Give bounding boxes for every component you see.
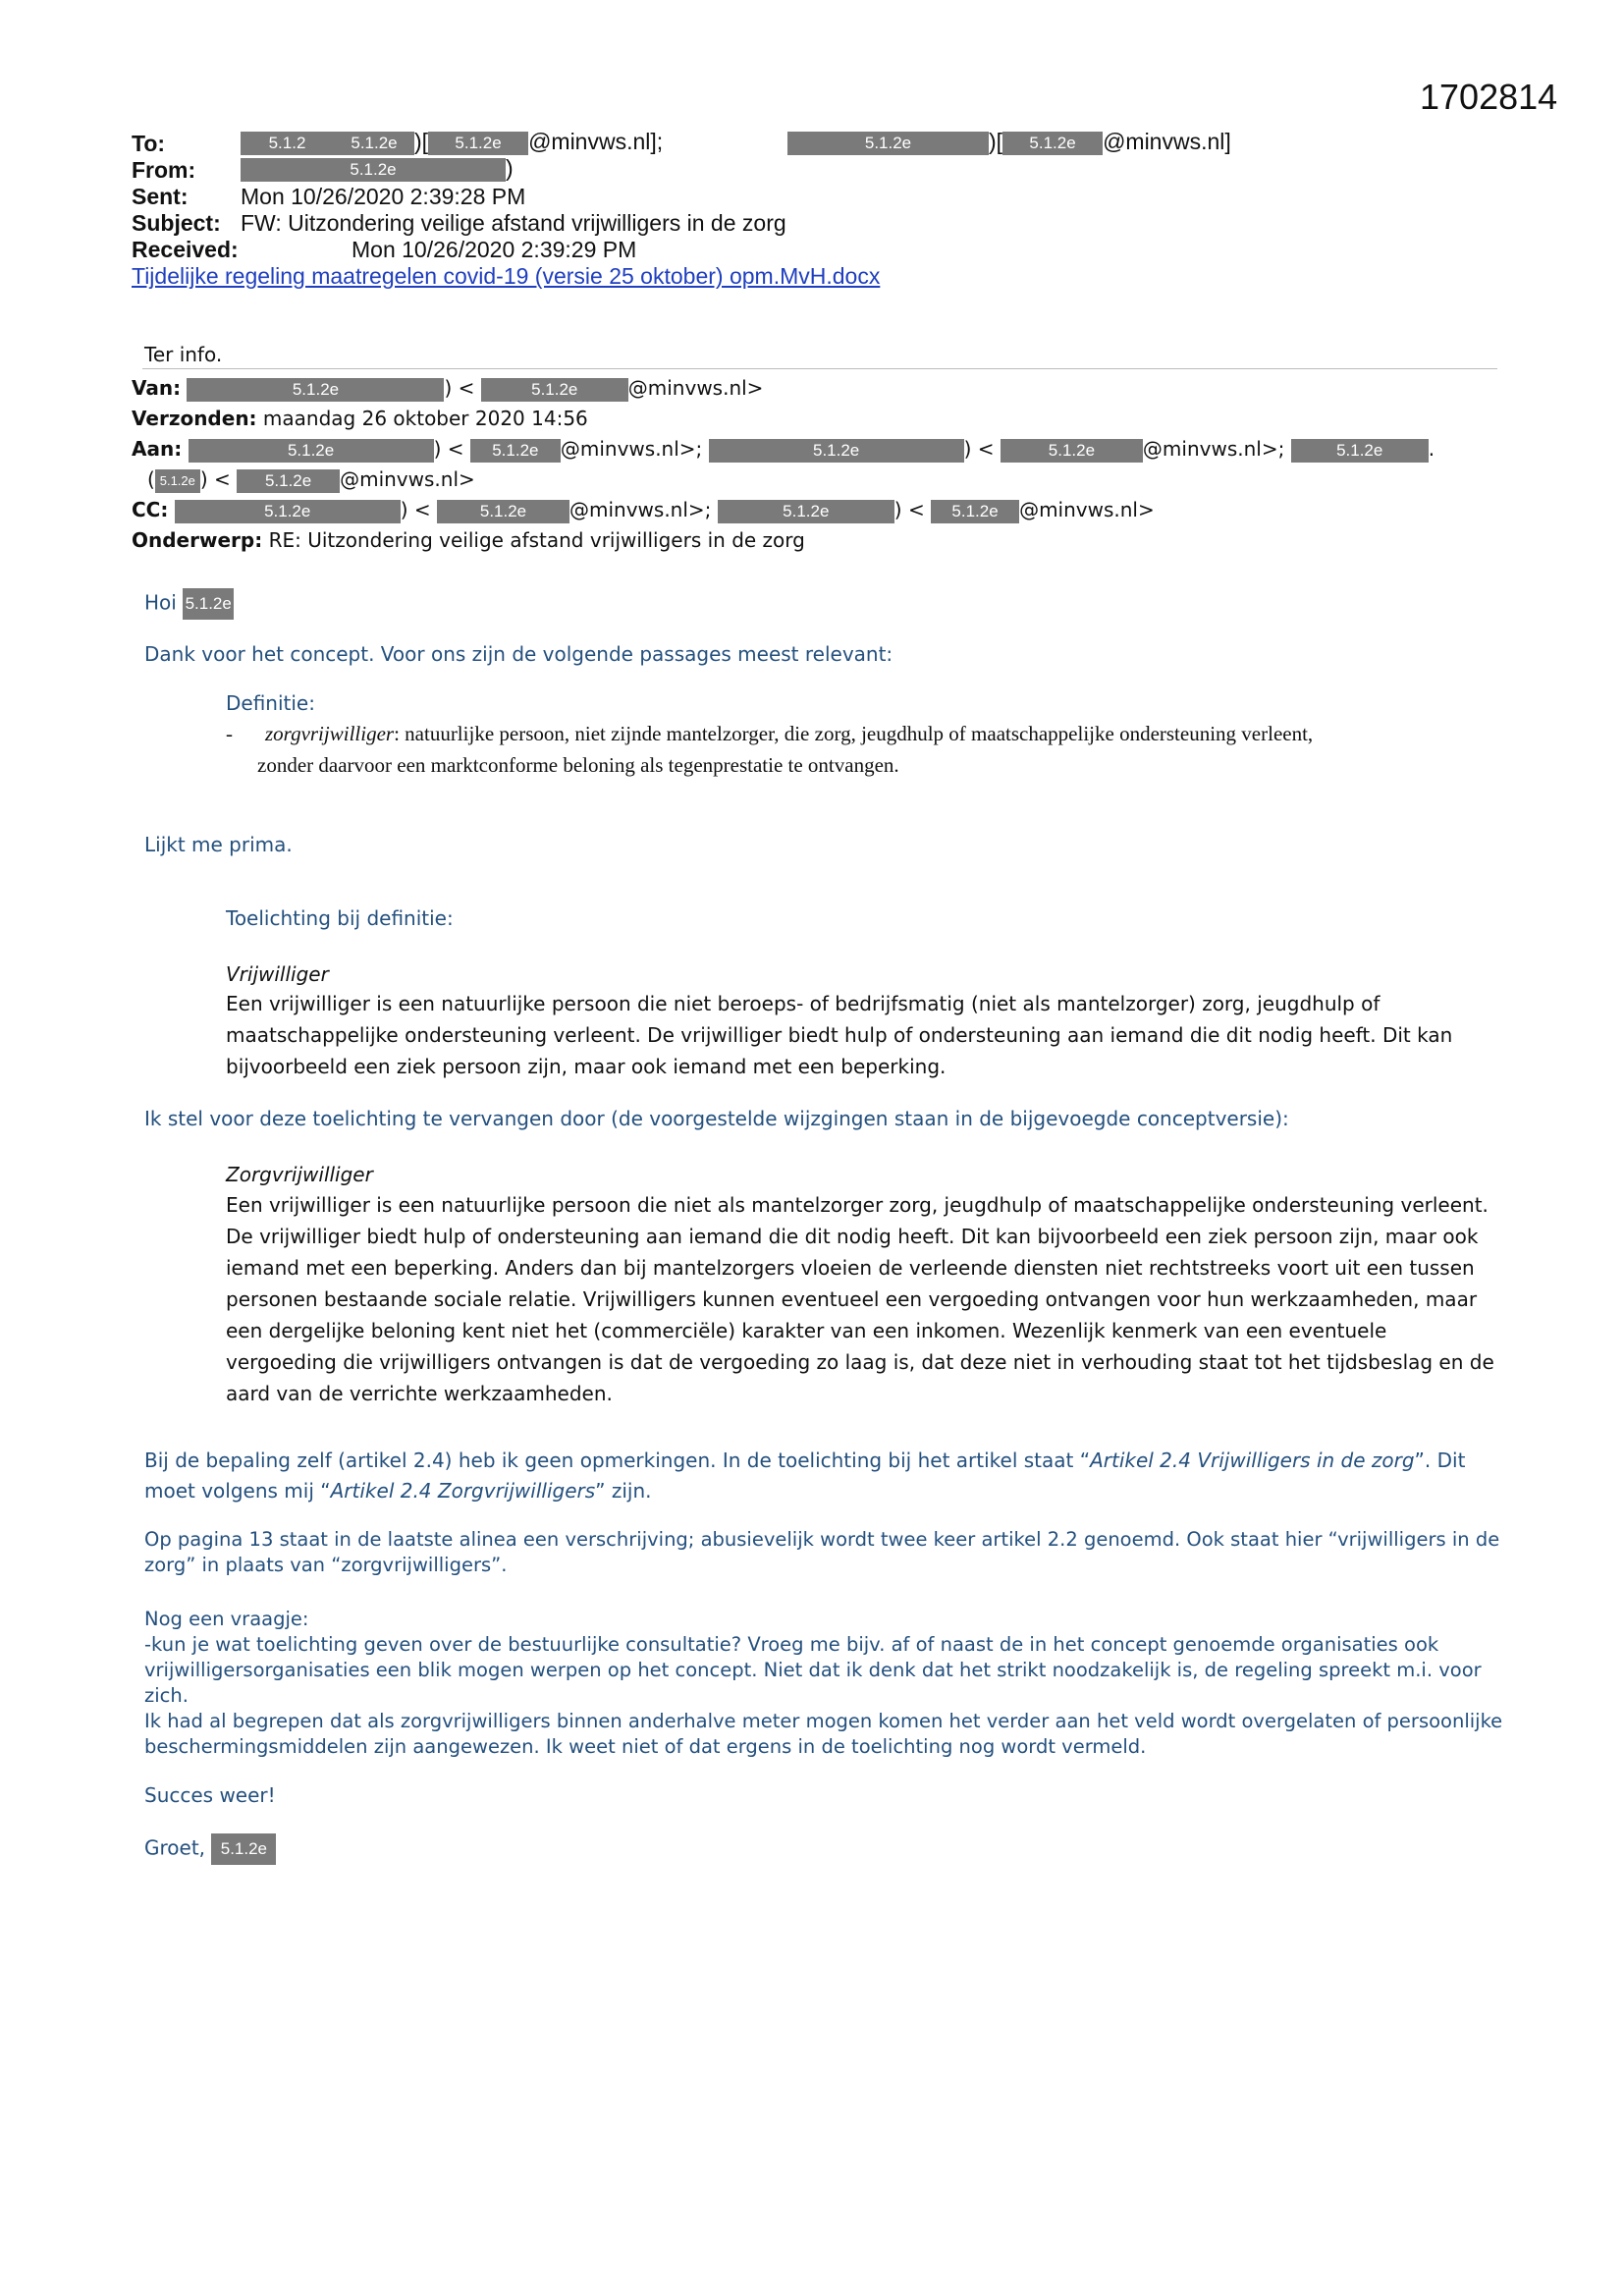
- verzonden-line: Verzonden: maandag 26 oktober 2020 14:56: [132, 407, 588, 430]
- redaction: 5.1.2e: [1002, 132, 1103, 155]
- redaction: 5.1.2e: [189, 439, 434, 463]
- definition-line-2: zonder daarvoor een marktconforme beloning als tegenprestatie te ontvangen.: [257, 753, 899, 777]
- definition-bullet: -: [226, 722, 233, 745]
- redaction: 5.1.2e: [155, 469, 200, 493]
- subject-label: Subject:: [132, 210, 221, 236]
- redaction: 5.1.2e: [1001, 439, 1143, 463]
- from-label: From:: [132, 157, 196, 183]
- aan-line: Aan: 5.1.2e ) < 5.1.2e @minvws.nl>; 5.1.2e ) < 5.1.2e @minvws.nl>; 5.1.2e .: [132, 437, 1435, 461]
- redaction: 5.1.2e: [1291, 439, 1429, 463]
- received-value: Mon 10/26/2020 2:39:29 PM: [352, 237, 637, 262]
- punct: ): [506, 155, 514, 181]
- definitie-label: Definitie:: [226, 691, 315, 715]
- toelichting-label: Toelichting bij definitie:: [226, 906, 454, 930]
- redaction: 5.1.2e: [334, 132, 414, 155]
- paragraph-2: Lijkt me prima.: [144, 833, 293, 856]
- redaction: 5.1.2e: [428, 132, 528, 155]
- greeting: Hoi 5.1.2e: [144, 588, 234, 620]
- punct: )[: [414, 129, 429, 154]
- definition-line-1: zorgvrijwilliger: natuurlijke persoon, niet zijnde mantelzorger, die zorg, jeugdhulp of maatschappelijke ondersteuning verleent,: [265, 722, 1314, 745]
- from-line: [241, 155, 514, 182]
- recipient-domain: @minvws.nl]: [1103, 129, 1231, 154]
- paragraph-3: Ik stel voor deze toelichting te vervangen door (de voorgestelde wijzgingen staan in de bijgevoegde conceptversie):: [144, 1107, 1289, 1130]
- sent-label: Sent:: [132, 184, 189, 209]
- zorgvrijwilliger-text: Een vrijwilliger is een natuurlijke persoon die niet als mantelzorger zorg, jeugdhulp of maatschappelijke ondersteuning verleent. De vrijwilliger biedt hulp of ondersteuning aan iemand die dit nodig heeft. Dit kan bijvoorbeeld een ziek persoon zijn, maar ook iemand met een beperking. Anders dan bij mantelzorgers vloeien de verleende diensten niet rechtstreeks voort uit een tussen personen bestaande sociale relatie. Vrijwilligers kunnen eventueel een vergoeding ontvangen voor hun werkzaamheden, maar een dergelijke beloning kent niet het (commerciële) karakter van een inkomen. Wezenlijk kenmerk van een eventuele vergoeding die vrijwilligers ontvangen is dat de vergoeding zo laag is, dat deze niet in verhouding staat tot het tijdsbeslag en de aard van de verrichte werkzaamheden.: [226, 1193, 1494, 1405]
- received-label: Received:: [132, 237, 239, 262]
- subject-value: FW: Uitzondering veilige afstand vrijwilligers in de zorg: [241, 210, 786, 236]
- redaction: 5.1.2e: [175, 500, 401, 523]
- paragraph-5: Op pagina 13 staat in de laatste alinea een verschrijving; abusievelijk wordt twee keer artikel 2.2 genoemd. Ook staat hier “vrijwilligers in de zorg” in plaats van “zorgvrijwilligers”.: [144, 1528, 1500, 1576]
- to-line-2: [787, 129, 1231, 155]
- to-label: To:: [132, 131, 166, 156]
- redaction: 5.1.2e: [709, 439, 964, 463]
- redaction: 5.1.2e: [931, 500, 1019, 523]
- sent-value: Mon 10/26/2020 2:39:28 PM: [241, 184, 526, 209]
- redaction: 5.1.2e: [211, 1833, 276, 1865]
- redaction: 5.1.2e: [787, 132, 989, 155]
- redaction: 5.1.2e: [470, 439, 561, 463]
- vrijwilliger-text: Een vrijwilliger is een natuurlijke persoon die niet beroeps- of bedrijfsmatig (niet als mantelzorger) zorg, jeugdhulp of maatschappelijke ondersteuning verleent. De vrijwilliger biedt hulp of ondersteuning aan iemand die dit nodig heeft. Dit kan bijvoorbeeld een ziek persoon zijn, maar ook iemand met een beperking.: [226, 992, 1453, 1078]
- redaction: 5.1.2e: [718, 500, 894, 523]
- cc-line: CC: 5.1.2e ) < 5.1.2e @minvws.nl>; 5.1.2e ) < 5.1.2e @minvws.nl>: [132, 498, 1155, 521]
- divider: [142, 368, 1497, 369]
- document-number: 1702814: [1420, 77, 1558, 117]
- attachment-link[interactable]: Tijdelijke regeling maatregelen covid-19 (versie 25 oktober) opm.MvH.docx: [132, 263, 881, 289]
- redaction: 5.1.2e: [241, 158, 506, 182]
- redaction: 5.1.2e: [481, 378, 628, 402]
- recipient-domain: @minvws.nl];: [528, 129, 664, 154]
- redaction: 5.1.2e: [183, 588, 234, 620]
- paragraph-1: Dank voor het concept. Voor ons zijn de volgende passages meest relevant:: [144, 642, 893, 666]
- redaction: 5.1.2: [241, 132, 334, 155]
- redaction: 5.1.2e: [187, 378, 444, 402]
- van-line: Van: 5.1.2e ) < 5.1.2e @minvws.nl>: [132, 376, 764, 400]
- redaction: 5.1.2e: [437, 500, 569, 523]
- paragraph-4: Bij de bepaling zelf (artikel 2.4) heb ik geen opmerkingen. In de toelichting bij het artikel staat “Artikel 2.4 Vrijwilligers in de zorg”. Dit moet volgens mij “Artikel 2.4 Zorgvrijwilligers” zijn.: [144, 1449, 1466, 1503]
- aan-line-2: ( 5.1.2e ) < 5.1.2e @minvws.nl>: [147, 467, 475, 491]
- paragraph-6: Nog een vraagje: -kun je wat toelichting geven over de bestuurlijke consultatie? Vroeg me bijv. af of naast de in het concept genoemde organisaties ook vrijwilligersorganisaties een blik mogen werpen op het concept. Niet dat ik denk dat het strikt noodzakelijk is, de regeling spreekt m.i. voor zich. Ik had al begrepen dat als zorgvrijwilligers binnen anderhalve meter mogen komen het verder aan het veld wordt overgelaten of persoonlijke beschermingsmiddelen zijn aangewezen. Ik weet niet of dat ergens in de toelichting nog wordt vermeld.: [144, 1608, 1503, 1758]
- to-line: [241, 129, 663, 155]
- closing: Succes weer!: [144, 1783, 276, 1807]
- zorgvrijwilliger-heading: Zorgvrijwilliger: [226, 1163, 373, 1186]
- forward-note: Ter info.: [144, 343, 223, 366]
- punct: )[: [989, 129, 1003, 154]
- signature: Groet, 5.1.2e: [144, 1833, 276, 1865]
- vrijwilliger-heading: Vrijwilliger: [226, 962, 329, 986]
- onderwerp-line: Onderwerp: RE: Uitzondering veilige afstand vrijwilligers in de zorg: [132, 528, 805, 552]
- redaction: 5.1.2e: [237, 469, 340, 493]
